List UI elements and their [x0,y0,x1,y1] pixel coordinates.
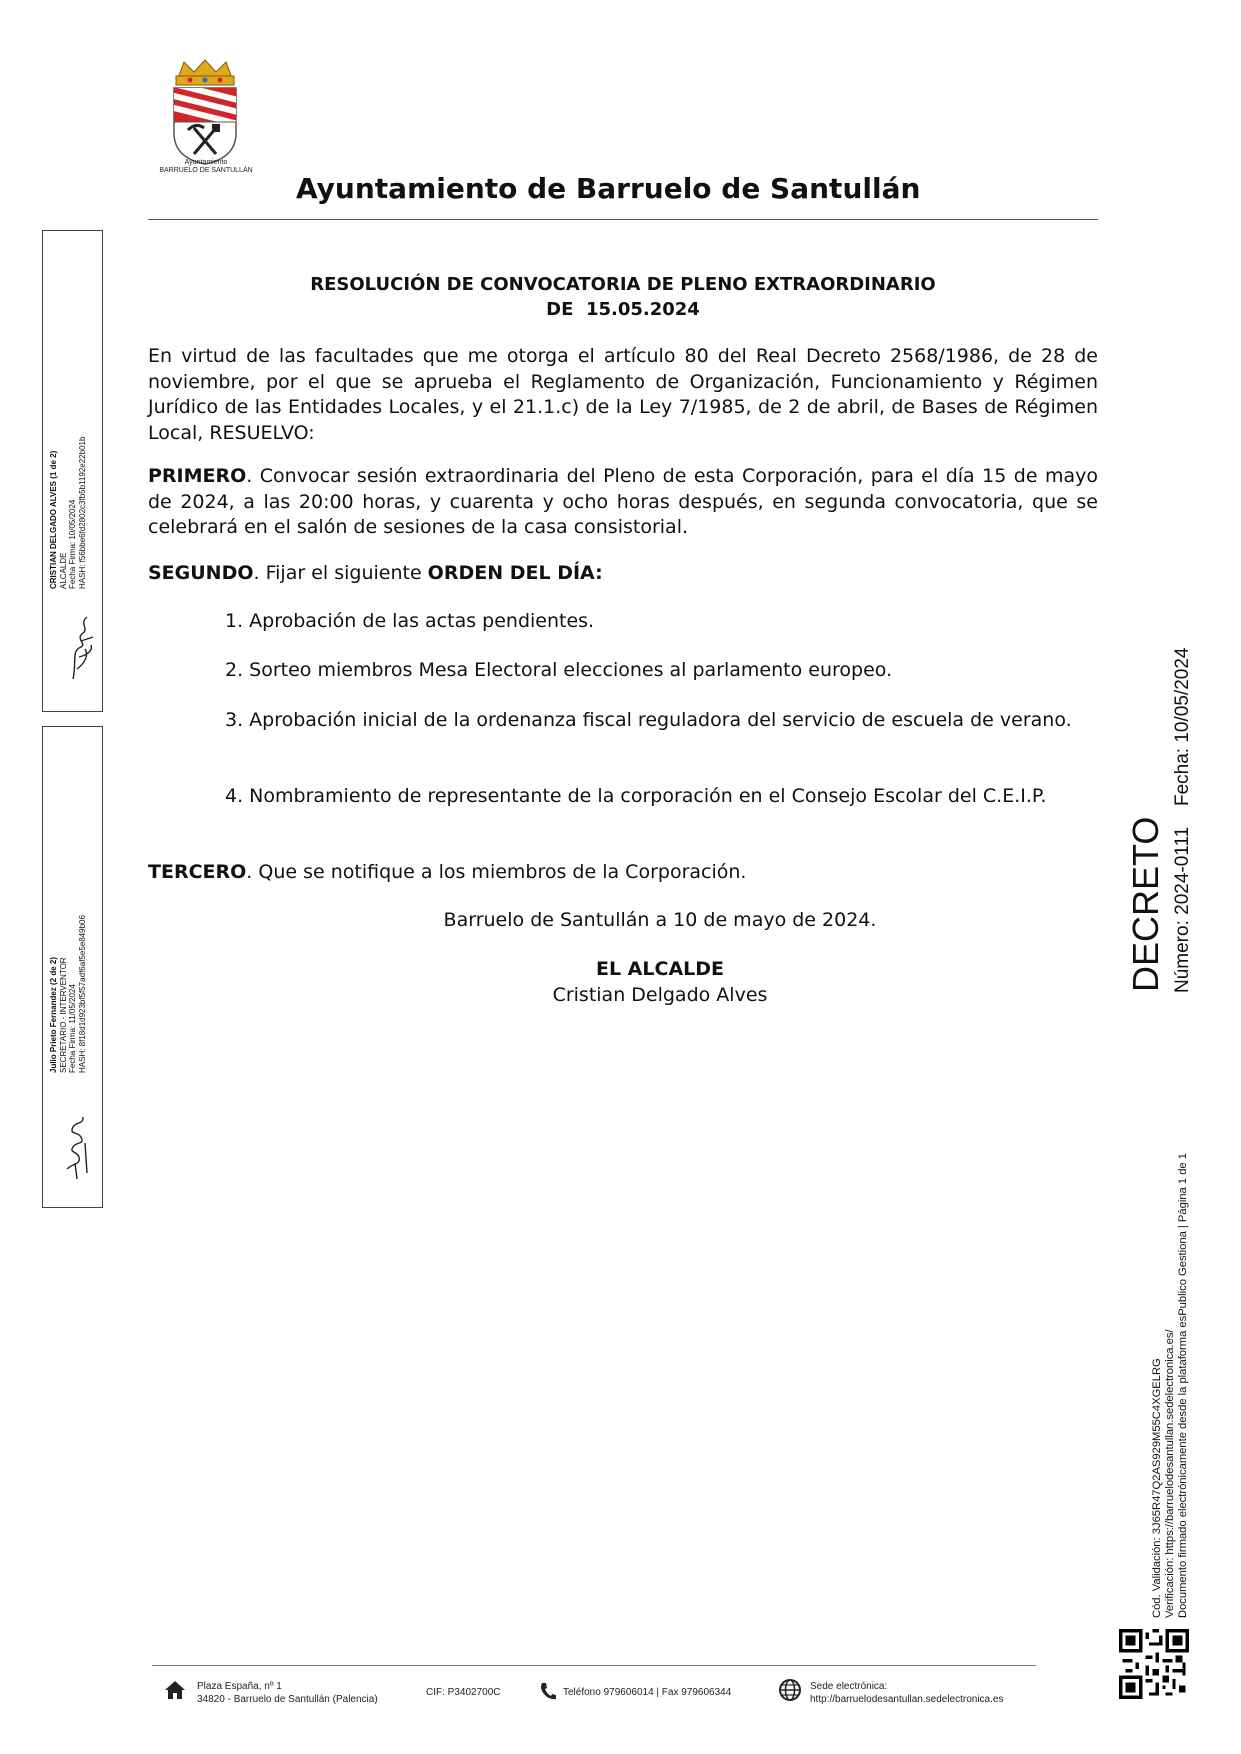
page-title: Ayuntamiento de Barruelo de Santullán [296,172,921,205]
heading-line2: DE 15.05.2024 [546,299,700,320]
qr-code [1119,1629,1189,1699]
platform-note: Documento firmado electrónicamente desde la plataforma esPublico Gestiona | Página 1 de 1 [1177,1153,1189,1618]
orden-del-dia-label: ORDEN DEL DÍA: [427,562,603,584]
intro-paragraph: En virtud de las facultades que me otorga el artículo 80 del Real Decreto 2568/1986, de 28 de noviembre, por el que se aprueba el Reglamento de Organización, Funcionamiento y Régimen Jurídico de las Entidades Locales, y el 21.1.c) de la Ley 7/1985, de 2 de abril, de Bases de Régimen Local, RESUELVO: [148,345,1098,444]
logo-caption-line1: Ayuntamiento [184,159,228,166]
footer-sede [810,1680,1003,1706]
signer-name: Cristian Delgado Alves [552,984,768,1006]
segundo-text: . Fijar el siguiente [253,562,428,584]
logo-caption-line2: BARRUELO DE SANTULLÁN [159,167,253,174]
header-divider [148,219,1098,220]
tercero-text: . Que se notifique a los miembros de la Corporación. [246,861,747,883]
sede-url-link[interactable]: http://barruelodesantullan.sedelectronica.es [810,1694,1004,1705]
signature-box-2 [42,726,103,1208]
signer-2-role: SECRETARIO - INTERVENTOR [58,957,68,1073]
validation-code: Cód. Validación: 3J65R47Q2AS929M55C4XGELRG [1151,1358,1163,1618]
primero-paragraph [148,464,1098,541]
agenda-item: 4. Nombramiento de representante de la corporación en el Consejo Escolar del C.E.I.P. [225,785,1047,807]
segundo-paragraph [148,561,1098,587]
footer-phone: Teléfono 979606014 | Fax 979606344 [563,1687,732,1698]
phone-icon [539,1681,557,1701]
footer-cif: CIF: P3402700C [426,1687,501,1698]
agenda-item: 1. Aprobación de las actas pendientes. [225,610,595,632]
signer-1-hash: HASH: f56bbe6fd2802c3fb5b1192e22b01b [77,436,87,589]
agenda-item: 3. Aprobación inicial de la ordenanza fiscal reguladora del servicio de escuela de verano. [225,709,1072,731]
address-line1: Plaza España, nº 1 [197,1681,282,1692]
segundo-label: SEGUNDO [148,562,254,584]
signer-2-name: Julio Prieto Fernandez (2 de 2) [49,956,58,1073]
globe-icon [778,1678,802,1702]
signer-1-date: Fecha Firma: 10/05/2024 [68,499,77,589]
place-and-date: Barruelo de Santullán a 10 de mayo de 2024. [443,909,877,931]
stamp-type: DECRETO [1125,816,1166,992]
agenda-item: 2. Sorteo miembros Mesa Electoral elecciones al parlamento europeo. [225,659,893,681]
verification-url[interactable]: Verificación: https://barruelodesantullan.sedelectronica.es/ [1164,1329,1176,1618]
signer-2-date: Fecha Firma: 11/05/2024 [68,984,77,1073]
signer-title: EL ALCALDE [595,958,725,980]
signature-box-1 [42,230,103,712]
handwritten-signature-1 [67,611,97,683]
resolution-heading [148,272,1098,322]
sede-label: Sede electrónica: [810,1681,888,1692]
footer-divider [152,1665,1036,1666]
tercero-paragraph [148,860,1098,886]
signer-2-hash: HASH: 8f18d1d923bf5f57adf6af5e5e849b06 [77,915,87,1073]
footer-address [197,1680,378,1706]
signer-1-role: ALCALDE [58,552,68,589]
handwritten-signature-2 [57,1103,97,1183]
heading-line1: RESOLUCIÓN DE CONVOCATORIA DE PLENO EXTRAORDINARIO [310,274,936,295]
primero-text: . Convocar sesión extraordinaria del Pleno de esta Corporación, para el día 15 de mayo de 2024, a las 20:00 horas, y cuarenta y ocho horas después, en segunda convocatoria, que se celebrará en el salón de sesiones de la casa consistorial. [148,465,1098,538]
primero-label: PRIMERO [148,465,247,487]
stamp-number: Número: 2024-0111 [1172,826,1193,993]
signer-1-name: CRISTIAN DELGADO ALVES (1 de 2) [49,450,58,589]
address-line2: 34820 - Barruelo de Santullán (Palencia) [197,1694,378,1705]
signature-block-2 [49,915,87,1073]
tercero-label: TERCERO [148,861,247,883]
stamp-date: Fecha: 10/05/2024 [1172,647,1193,806]
logo-caption [146,159,266,175]
home-icon [164,1680,186,1700]
signature-block-1 [49,437,87,589]
